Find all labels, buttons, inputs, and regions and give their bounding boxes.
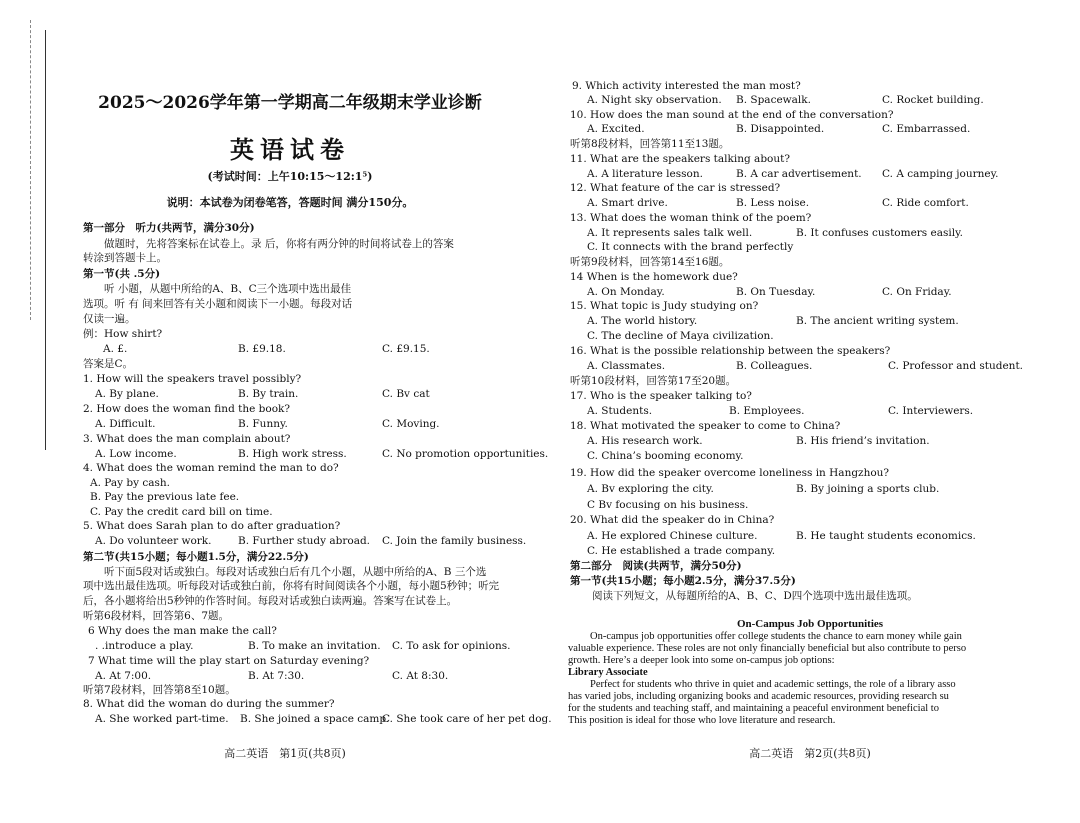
option: C. On Friday. — [882, 286, 952, 298]
example-option: A. £. — [103, 343, 128, 355]
question: 1. How will the speakers travel possibly? — [83, 373, 302, 385]
option: C. Join the family business. — [382, 535, 527, 547]
part1-intro-line: 转涂到答题卡上。 — [83, 252, 167, 264]
passage-line: On-campus job opportunities offer college students the chance to earn money while gain — [590, 631, 962, 642]
passage-line: growth. Here’s a deeper look into some on-campus job options: — [568, 655, 835, 666]
question: 18. What motivated the speaker to come to China? — [570, 420, 841, 432]
option: B. Pay the previous late fee. — [90, 491, 240, 503]
option: . .introduce a play. — [95, 640, 194, 652]
option: B. The ancient writing system. — [796, 315, 959, 327]
question: 14 When is the homework due? — [570, 271, 738, 283]
part1-heading: 第一部分 听力(共两节，满分30分) — [83, 222, 255, 234]
option: A. He explored Chinese culture. — [587, 530, 758, 542]
option: C. At 8:30. — [392, 670, 449, 682]
option: B. She joined a space camp. — [240, 713, 390, 725]
option: A. Classmates. — [587, 360, 666, 372]
question: 4. What does the woman remind the man to do? — [83, 462, 339, 474]
option: C Bv focusing on his business. — [587, 499, 749, 511]
sec1-intro-line: 仅读一遍。 — [83, 313, 136, 325]
question: 20. What did the speaker do in China? — [570, 514, 775, 526]
option: B. To make an invitation. — [248, 640, 381, 652]
material-label: 听第9段材料，回答第14至16题。 — [570, 256, 730, 268]
question: 9. Which activity interested the man most? — [572, 80, 801, 92]
option: C. No promotion opportunities. — [382, 448, 549, 460]
question: 16. What is the possible relationship between the speakers? — [570, 345, 891, 357]
question: 17. Who is the speaker talking to? — [570, 390, 752, 402]
option: A. Smart drive. — [587, 197, 668, 209]
passage-line: Perfect for students who thrive in quiet and academic settings, the role of a library asso — [590, 679, 956, 690]
example-option: B. £9.18. — [238, 343, 286, 355]
exam-note: 说明：本试卷为闭卷笔答，答题时间 满分150分。 — [166, 196, 414, 209]
reading-sec1-heading: 第一节(共15小题；每小题2.5分，满分37.5分) — [570, 575, 796, 587]
option: A. Bv exploring the city. — [587, 483, 714, 495]
option: C. Pay the credit card bill on time. — [90, 506, 273, 518]
exam-page-2 — [540, 0, 1080, 823]
passage-line: for the students and teaching staff, and maintaining a peaceful environment beneficial to — [568, 703, 939, 714]
option: B. Colleagues. — [736, 360, 813, 372]
question: 13. What does the woman think of the poem? — [570, 212, 812, 224]
option: A. It represents sales talk well. — [587, 227, 753, 239]
exam-time: (考试时间：上午10:15～12:1⁵) — [207, 170, 373, 183]
option: B. His friend’s invitation. — [796, 435, 930, 447]
option: A. The world history. — [587, 315, 698, 327]
option: A. On Monday. — [587, 286, 665, 298]
option: C. She took care of her pet dog. — [382, 713, 552, 725]
passage-line: has varied jobs, including organizing books and academic resources, providing research su — [568, 691, 949, 702]
option: A. Do volunteer work. — [95, 535, 212, 547]
option: A. By plane. — [95, 388, 159, 400]
option: A. Students. — [587, 405, 653, 417]
option: A. She worked part-time. — [95, 713, 229, 725]
option: B. Spacewalk. — [736, 94, 811, 106]
sec1-intro-line: 听 小题，从题中所给的A、B、C三个选项中选出最佳 — [104, 283, 352, 295]
question: 6 Why does the man make the call? — [88, 625, 277, 637]
option: B. A car advertisement. — [736, 168, 862, 180]
option: B. Employees. — [729, 405, 805, 417]
question: 8. What did the woman do during the summer? — [83, 698, 335, 710]
question: 10. How does the man sound at the end of the conversation? — [570, 109, 894, 121]
part2-heading: 第二部分 阅读(共两节，满分50分) — [570, 560, 742, 572]
passage-line: This position is ideal for those who love literature and research. — [568, 715, 836, 726]
sec1-intro-line: 选项。听 有 间来回答有关小题和阅读下一小题。每段对话 — [83, 298, 353, 310]
option: A. Night sky observation. — [587, 94, 722, 106]
passage-line: valuable experience. These roles are not only financially beneficial but also contribute to perso — [568, 643, 967, 654]
option: C. A camping journey. — [882, 168, 999, 180]
option: B. Further study abroad. — [238, 535, 371, 547]
question: 19. How did the speaker overcome loneliness in Hangzhou? — [570, 467, 890, 479]
page-footer: 高二英语 第1页(共8页) — [224, 747, 346, 760]
option: A. At 7:00. — [95, 670, 152, 682]
option: B. He taught students economics. — [796, 530, 976, 542]
question: 5. What does Sarah plan to do after graduation? — [83, 520, 341, 532]
question: 11. What are the speakers talking about? — [570, 153, 790, 165]
option: A. Low income. — [95, 448, 177, 460]
sec2-intro-line: 后，各小题将给出5秒钟的作答时间。每段对话或独白读两遍。答案写在试卷上。 — [83, 595, 458, 607]
question: 7 What time will the play start on Saturday evening? — [88, 655, 370, 667]
exam-title: 2025～2026学年第一学期高二年级期末学业诊断 — [98, 93, 482, 113]
option: A. Difficult. — [95, 418, 156, 430]
sec2-heading: 第二节(共15小题；每小题1.5分，满分22.5分) — [83, 551, 309, 563]
option: C. It connects with the brand perfectly — [587, 241, 794, 253]
option: A. A literature lesson. — [587, 168, 703, 180]
page-footer: 高二英语 第2页(共8页) — [749, 747, 871, 760]
option: C. Moving. — [382, 418, 440, 430]
option: C. Bv cat — [382, 388, 430, 400]
option: B. Funny. — [238, 418, 288, 430]
option: B. By train. — [238, 388, 299, 400]
option: A. His research work. — [587, 435, 703, 447]
subject-title: 英语试卷 — [230, 135, 350, 164]
option: B. It confuses customers easily. — [796, 227, 963, 239]
option: C. Ride comfort. — [882, 197, 969, 209]
option: B. Less noise. — [736, 197, 810, 209]
option: A. Pay by cash. — [90, 477, 171, 489]
passage-subheading: Library Associate — [568, 667, 648, 678]
question: 2. How does the woman find the book? — [83, 403, 291, 415]
option: C. Rocket building. — [882, 94, 984, 106]
material-label: 听第6段材料，回答第6、7题。 — [83, 610, 230, 622]
option: C. To ask for opinions. — [392, 640, 511, 652]
material-label: 听第10段材料，回答第17至20题。 — [570, 375, 737, 387]
question: 12. What feature of the car is stressed? — [570, 182, 781, 194]
example-option: C. £9.15. — [382, 343, 430, 355]
sec1-heading: 第一节(共 .5分) — [83, 268, 161, 280]
sec2-intro-line: 项中选出最佳选项。听每段对话或独白前，你将有时间阅读各个小题，每小题5秒钟；听完 — [83, 580, 500, 592]
option: C. Embarrassed. — [882, 123, 971, 135]
binding-dashed-line — [30, 20, 32, 320]
example-answer: 答案是C。 — [83, 358, 134, 370]
option: C. China’s booming economy. — [587, 450, 744, 462]
option: A. Excited. — [587, 123, 645, 135]
option: B. On Tuesday. — [736, 286, 816, 298]
option: B. High work stress. — [238, 448, 347, 460]
passage-title: On-Campus Job Opportunities — [736, 618, 884, 630]
option: C. He established a trade company. — [587, 545, 776, 557]
material-label: 听第8段材料，回答第11至13题。 — [570, 138, 730, 150]
question: 15. What topic is Judy studying on? — [570, 300, 759, 312]
part1-intro-line: 做题时，先将答案标在试卷上。录 后，你将有两分钟的时间将试卷上的答案 — [104, 238, 454, 250]
option: B. At 7:30. — [248, 670, 305, 682]
question: 3. What does the man complain about? — [83, 433, 291, 445]
option: C. The decline of Maya civilization. — [587, 330, 774, 342]
option: B. Disappointed. — [736, 123, 825, 135]
example-question: 例：How shirt? — [83, 328, 163, 340]
option: C. Professor and student. — [888, 360, 1024, 372]
option: C. Interviewers. — [888, 405, 974, 417]
sec2-intro-line: 听下面5段对话或独白。每段对话或独白后有几个小题，从题中所给的A、B 三个选 — [104, 566, 487, 578]
material-label: 听第7段材料，回答第8至10题。 — [83, 684, 236, 696]
reading-sec1-intro: 阅读下列短文，从每题所给的A、B、C、D四个选项中选出最佳选项。 — [592, 590, 918, 602]
option: B. By joining a sports club. — [796, 483, 940, 495]
